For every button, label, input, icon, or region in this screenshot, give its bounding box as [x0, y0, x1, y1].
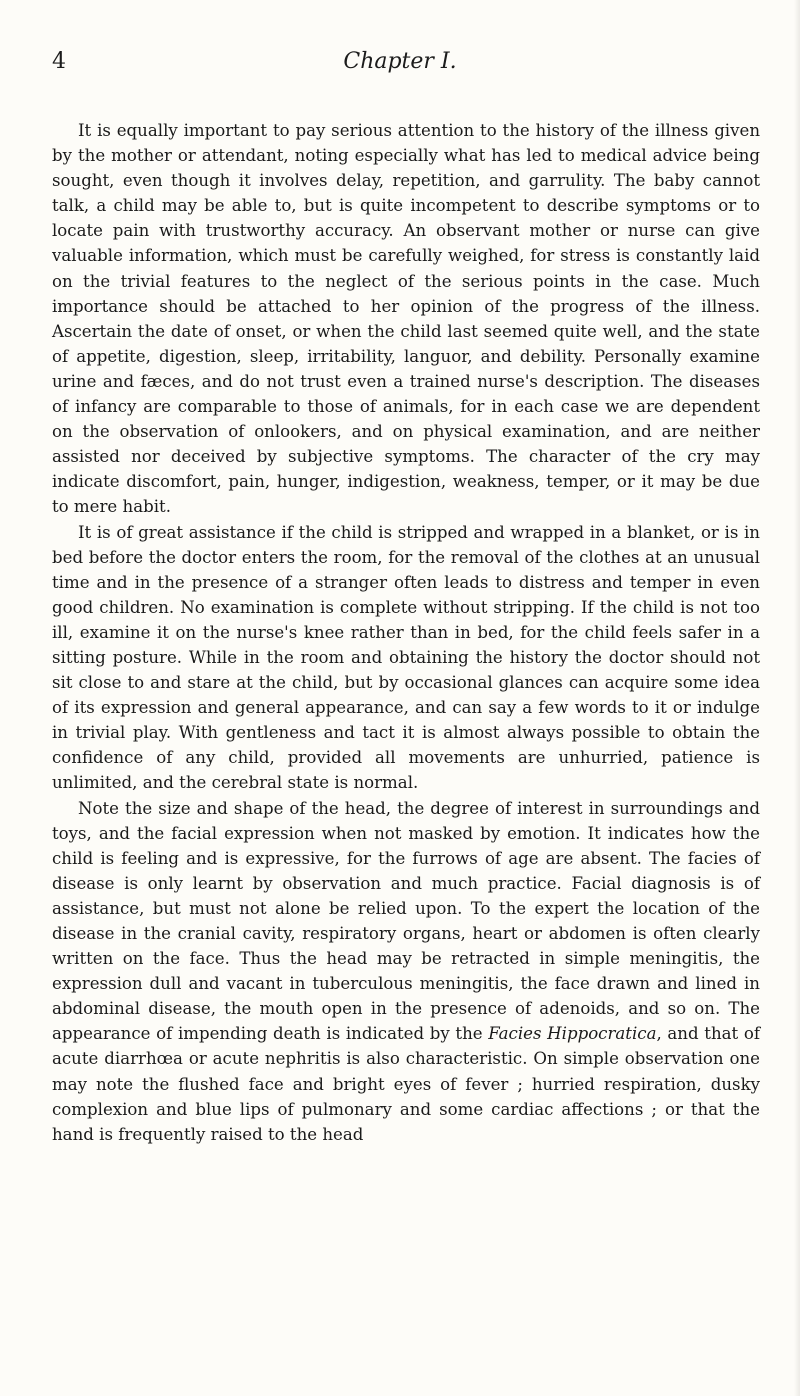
page-edge-shadow	[794, 0, 800, 1396]
body-text	[52, 118, 760, 1147]
paragraph-examination: It is of great assistance if the child is stripped and wrapped in a blanket, or is in bed before the doctor enters the room, for the removal of the clothes at an unusual time and in the presence of a stranger often leads to distress and temper in even good children. No examination is complete without stripping. If the child is not too ill, examine it on the nurse's knee rather than in bed, for the child feels safer in a sitting posture. While in the room and obtaining the history the doctor should not sit close to and stare at the child, but by occasional glances can acquire some idea of its expression and general appearance, and can say a few words to it or indulge in trivial play. With gentleness and tact it is almost always possible to obtain the confidence of any child, provided all movements are unhurried, patience is unlimited, and the cerebral state is normal.	[52, 522, 760, 793]
page-number: 4	[52, 49, 66, 74]
paragraph-history: It is equally important to pay serious attention to the history of the illness given by the mother or attendant, noting especially what has led to medical advice being sought, even though it involves delay, repetition, and garrulity. The baby cannot talk, a child may be able to, but is quite incompetent to describe symptoms or to locate pain with trustworthy accuracy. An observant mother or nurse can give valuable information, which must be carefully weighed, for stress is constantly laid on the trivial features to the neglect of the serious points in the case. Much importance should be attached to her opinion of the progress of the illness. Ascertain the date of onset, or when the child last seemed quite well, and the state of appetite, digestion, sleep, irritability, languor, and debility. Personally examine urine and fæces, and do not trust even a trained nurse's description. The diseases of infancy are comparable to those of animals, for in each case we are dependent on the observation of onlookers, and on physical examination, and are neither assisted nor deceived by subjective symptoms. The character of the cry may indicate discomfort, pain, hunger, indigestion, weakness, temper, or it may be due to mere habit.	[52, 121, 760, 517]
paragraph-facial-expression	[52, 796, 760, 1147]
italic-term-facies-hippocratica: Facies Hippocratica	[488, 1024, 657, 1044]
paragraph-text-part: , and that of acute diarrhœa or acute nephritis is also characteristic. On simple observation one may note the flushed face and bright eyes of fever ; hurried respiration, dusky complexion and blue lips of pulmonary and some cardiac affections ; or that the hand is frequently raised to the head	[52, 1024, 760, 1144]
paragraph-text-part: Note the size and shape of the head, the degree of interest in surroundings and toys, and the facial expression when not masked by emotion. It indicates how the child is feeling and is expressive, for the furrows of age are absent. The facies of disease is only learnt by observation and much practice. Facial diagnosis is of assistance, but must not alone be relied upon. To the expert the location of the disease in the cranial cavity, respiratory organs, heart or abdomen is often clearly written on the face. Thus the head may be retracted in simple meningitis, the expression dull and vacant in tuberculous meningitis, the face drawn and lined in abdominal disease, the mouth open in the presence of adenoids, and so on. The appearance of impending death is indicated by the	[52, 798, 760, 1044]
chapter-title: Chapter I.	[343, 49, 457, 74]
running-head	[0, 42, 800, 82]
